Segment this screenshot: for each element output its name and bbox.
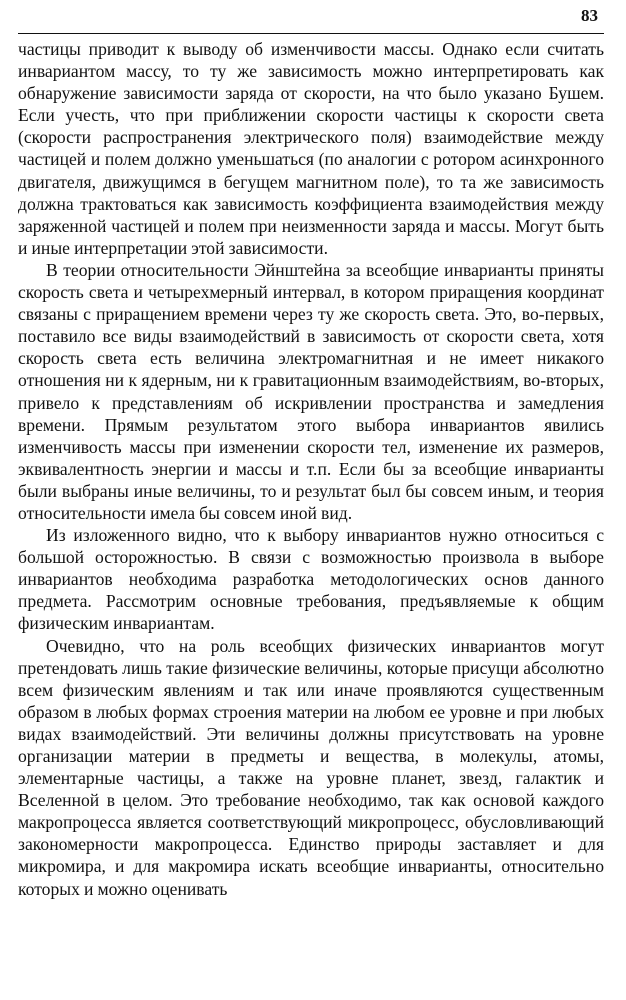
text-body — [18, 38, 604, 900]
paragraph-relativity-invariants: В теории относительности Эйнштейна за всеобщие инварианты приняты скорость света и четырехмерный интервал, в котором приращения координат связаны с приращением времени через ту же скорость света. Это, во-первых, поставило все виды взаимодействий в зависимость от скорости света, хотя скорость света есть величина электромагнитная и не имеет никакого отношения ни к ядерным, ни к гравитационным взаимодействиям, во-вторых, привело к представлениям об искривлении пространства и замедления времени. Прямым результатом этого выбора инвариантов явились изменчивость массы при изменении скорости тел, изменение их размеров, эквивалентность энергии и массы и т.п. Если бы за всеобщие инварианты были выбраны иные величины, то и результат был бы совсем иным, и теория относительности имела бы совсем иной вид. — [18, 259, 604, 523]
paragraph-requirements: Очевидно, что на роль всеобщих физических инвариантов могут претендовать лишь такие физические величины, которые присущи абсолютно всем физическим явлениям и так или иначе проявляются существенным образом в любых формах строения материи на любом ее уровне и при любых видах взаимодействий. Эти величины должны присутствовать на уровне организации материи в предметы и вещества, в молекулы, атомы, элементарные частицы, а также на уровне планет, звезд, галактик и Вселенной в целом. Это требование необходимо, так как основой каждого макропроцесса является соответствующий микропроцесс, обусловливающий закономерности макропроцесса. Единство природы заставляет и для микромира, и для макромира искать всеобщие инварианты, относительно которых и можно оценивать — [18, 635, 604, 899]
page-number: 83 — [581, 6, 598, 25]
header-rule — [18, 33, 604, 34]
paragraph-caution: Из изложенного видно, что к выбору инвариантов нужно относиться с большой осторожностью. В связи с возможностью произвола в выборе инвариантов необходима разработка методологических основ данного предмета. Рассмотрим основные требования, предъявляемые к общим физическим инвариантам. — [18, 525, 604, 634]
paragraph-continuation: частицы приводит к выводу об изменчивости массы. Однако если считать инвариантом массу, то ту же зависимость можно интерпретировать как обнаружение зависимости заряда от скорости, на что было указано Бушем. Если учесть, что при приближении скорости частицы к скорости света (скорости распространения электрического поля) взаимодействие между частицей и полем должно уменьшаться (по аналогии с ротором асинхронного двигателя, движущимся в бегущем магнитном поле), то та же зависимость должна трактоваться как зависимость коэффициента взаимодействия между заряженной частицей и полем при неизменности заряда и массы. Могут быть и иные интерпретации этой зависимости. — [18, 39, 604, 258]
